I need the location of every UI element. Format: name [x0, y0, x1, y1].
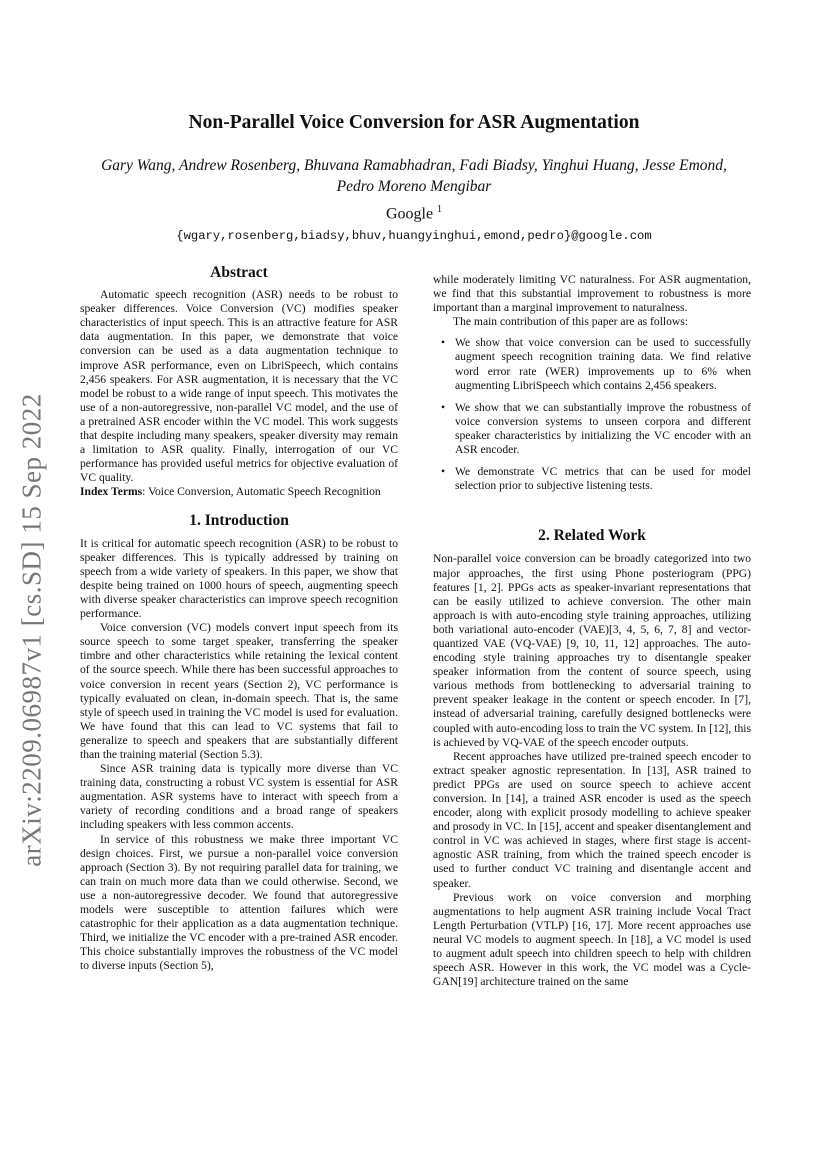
left-column: [80, 266, 398, 974]
affiliation-mark: 1: [437, 204, 443, 215]
contribution-list: [433, 336, 751, 493]
introduction-heading: 1. Introduction: [189, 511, 289, 529]
arxiv-identifier: arXiv:2209.06987v1 [cs.SD] 15 Sep 2022: [16, 393, 47, 867]
related-work-heading: 2. Related Work: [538, 527, 646, 545]
related-paragraph-3: Previous work on voice conversion and morphing augmentations to help augment ASR training include Vocal Tract Length Perturbation (VTLP) [16, 17]. More recent approaches use neural VC models to augment speech. In [18], a VC model is used to augment adult speech into children speech to help with children speech ASR. However in this work, the VC model was a Cycle-GAN[19] architecture trained on the same: [433, 890, 751, 989]
intro-paragraph-4: In service of this robustness we make three important VC design choices. First, we pursue a non-parallel voice conversion approach (Section 3). By not requiring parallel data for training, we can train on much more data than we could otherwise. Second, we use a non-autoregressive decoder. We found that autoregressive models were susceptible to attention failures which were catastrophic for their application as a data augmentation technique. Third, we initialize the VC encoder with a pre-trained ASR encoder. This choice substantially improves the robustness of the VC model to diverse inputs (Section 5),: [80, 832, 398, 973]
right-column: [433, 273, 751, 989]
authors-line-2: Pedro Moreno Mengibar: [336, 178, 492, 195]
author-list: [70, 155, 758, 197]
intro-paragraph-2: Voice conversion (VC) models convert input speech from its source speech to some target speaker, transferring the speaker timbre and other characteristics while retaining the lexical content of the source speech. While there has been successful approaches to voice conversion in recent years (Section 2), VC performance is typically evaluated on clean, in-domain speech. That is, the same style of speech used in training the VC model is used for evaluation. We have found that this can lead to VC systems that fail to generalize to speech and speakers that are substantially different than the training material (Section 5.3).: [80, 621, 398, 761]
authors-line-1: Gary Wang, Andrew Rosenberg, Bhuvana Ramabhadran, Fadi Biadsy, Yinghui Huang, Jesse Emond,: [101, 157, 727, 174]
contribution-intro: The main contribution of this paper are as follows:: [453, 315, 689, 329]
contribution-item: • We show that voice conversion can be used to successfully augment speech recognition training data. We find relative word error rate (WER) improvements up to 6% when augmenting LibriSpeech which contains 2,456 speakers.: [455, 336, 751, 392]
intro-paragraph-1: It is critical for automatic speech recognition (ASR) to be robust to speaker differences. This is typically addressed by training on speech from a wide variety of speakers. In this paper, we show that despite being trained on 1000 hours of speech, augmenting speech with diverse speaker characteristics can improve speech recognition performance.: [80, 536, 398, 621]
index-terms-label: Index Terms: [80, 485, 143, 499]
paper-title: Non-Parallel Voice Conversion for ASR Augmentation: [188, 112, 640, 133]
abstract-heading: Abstract: [210, 264, 268, 281]
arxiv-sidebar: [12, 360, 52, 900]
intro-continuation: while moderately limiting VC naturalness. For ASR augmentation, we find that this substantial improvement to robustness is more important than a marginal improvement to naturalness.: [433, 273, 751, 315]
contribution-item: • We show that we can substantially improve the robustness of voice conversion systems to unseen corpora and different speaker characteristics by initializing the VC encoder with an ASR encoder.: [455, 401, 751, 457]
affiliation-name: Google: [385, 205, 434, 223]
index-terms-text: : Voice Conversion, Automatic Speech Recognition: [142, 485, 381, 499]
index-terms: [80, 485, 398, 499]
author-emails: {wgary,rosenberg,biadsy,bhuv,huangyinghui,emond,pedro}@google.com: [176, 229, 652, 243]
related-paragraph-1: Non-parallel voice conversion can be broadly categorized into two major approaches, the first using Phone posteriogram (PPG) features [1, 2]. PPGs acts as speaker-invariant representations that can be easily utilized to achieve conversion. The other main approach is with auto-encoding style training approaches, utilizing both variational auto-encoder (VAE)[3, 4, 5, 6, 7, 8] and vector-quantized VAE (VQ-VAE) [9, 10, 11, 12] approaches. The auto-encoding style training approaches try to disentangle speaker speaker information from the content of source speech, using various methods from bottlenecking to adversarial training to prevent speaker leakage in the content or speech encoder. In [7], instead of adversarial training, carefully designed bottlenecks were coupled with auto-encoding loss to train the VC system. In [12], this is achieved by VQ-VAE of the speech encoder outputs.: [433, 552, 751, 749]
intro-paragraph-3: Since ASR training data is typically more diverse than VC training data, constructing a robust VC system is essential for ASR augmentation. ASR systems have to interact with speech from a variety of recording conditions and a broad range of speakers including speakers with less common accents.: [80, 762, 398, 832]
contribution-item: • We demonstrate VC metrics that can be used for model selection prior to subjective listening tests.: [455, 465, 751, 493]
affiliation: [80, 204, 748, 223]
abstract-text: Automatic speech recognition (ASR) needs to be robust to speaker differences. Voice Conversion (VC) modifies speaker characteristics of input speech. This is an attractive feature for ASR data augmentation. In this paper, we demonstrate that voice conversion can be used as a data augmentation technique to improve ASR performance, even on LibriSpeech, which contains 2,456 speakers. For ASR augmentation, it is necessary that the VC model be robust to a wide range of input speech. This motivates the use of a non-autoregressive, non-parallel VC model, and the use of a pretrained ASR encoder within the VC model. This work suggests that despite including many speakers, speaker diversity may remain a limitation to ASR quality. Finally, interrogation of our VC performance has provided useful metrics for objective evaluation of VC quality.: [80, 288, 398, 485]
related-paragraph-2: Recent approaches have utilized pre-trained speech encoder to extract speaker agnostic representation. In [13], ASR trained to predict PPGs are used on source speech to achieve accent conversion. In [14], a trained ASR encoder is used as the speech encoder, along with explicit prosody modelling to achieve speaker and prosody in VC. In [15], accent and speaker disentanglement and control in VC was achieved in stages, where first stage is accent-agnostic ASR training, from which the trained speech encoder is used to further conduct VC training and disentangle accent and speaker.: [433, 749, 751, 890]
